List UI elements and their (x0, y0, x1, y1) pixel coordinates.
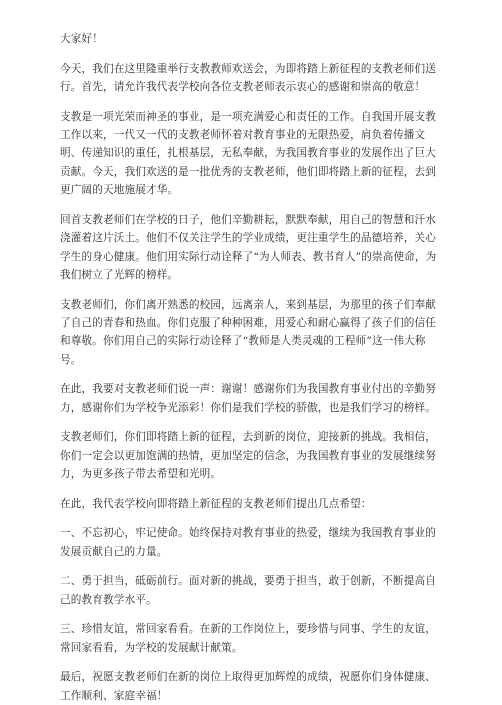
hope-item-3: 三、珍惜友谊，常回家看看。在新的工作岗位上，要珍惜与同事、学生的友谊，常回家看看，为学校的发展献计献策。 (60, 623, 437, 654)
greeting-paragraph: 大家好！ (60, 33, 103, 45)
body-paragraph: 支教是一项光荣而神圣的事业，是一项充满爱心和责任的工作。自我国开展支教工作以来，一代又一代的支教老师怀着对教育事业的无限热爱，肩负着传播文明、传递知识的重任，扎根基层，无私奉献，为我国教育事业的发展作出了巨大贡献。今天，我们欢送的是一批优秀的支教老师，他们即将踏上新的征程，去到更广阔的天地施展才华。 (60, 110, 437, 197)
closing-paragraph: 最后，祝愿支教老师们在新的岗位上取得更加辉煌的成绩，祝愿你们身体健康、工作顺利、家庭幸福！ (60, 671, 437, 702)
body-paragraph: 支教老师们，你们离开熟悉的校园，远离亲人，来到基层，为那里的孩子们奉献了自己的青春和热血。你们克服了种种困难，用爱心和耐心赢得了孩子们的信任和尊敬。你们用自己的实际行动诠释了“教师是人类灵魂的工程师”这一伟大称号。 (60, 298, 437, 366)
hope-item-2: 二、勇于担当，砥砺前行。面对新的挑战，要勇于担当，敢于创新，不断提高自己的教育教学水平。 (60, 575, 437, 606)
body-paragraph: 在此，我要对支教老师们说一声：谢谢！感谢你们为我国教育事业付出的辛勤努力，感谢你们为学校争光添彩！你们是我们学校的骄傲，也是我们学习的榜样。 (60, 383, 437, 414)
body-paragraph: 回首支教老师们在学校的日子，他们辛勤耕耘，默默奉献，用自己的智慧和汗水浇灌着这片沃土。他们不仅关注学生的学业成绩，更注重学生的品德培养，关心学生的身心健康。他们用实际行动诠释了“为人师表、教书育人”的崇高使命，为我们树立了光辉的榜样。 (60, 213, 437, 282)
hope-item-1: 一、不忘初心，牢记使命。始终保持对教育事业的热爱，继续为我国教育事业的发展贡献自己的力量。 (60, 527, 437, 558)
body-paragraph: 支教老师们，你们即将踏上新的征程，去到新的岗位，迎接新的挑战。我相信，你们一定会以更加饱满的热情，更加坚定的信念，为我国教育事业的发展继续努力，为更多孩子带去希望和光明。 (60, 431, 437, 481)
opening-paragraph: 今天，我们在这里隆重举行支教教师欢送会，为即将踏上新征程的支教老师们送行。首先，请允许我代表学校向各位支教老师表示衷心的感谢和崇高的敬意！ (60, 62, 437, 93)
hopes-intro-paragraph: 在此，我代表学校向即将踏上新征程的支教老师们提出几点希望： (60, 497, 372, 510)
